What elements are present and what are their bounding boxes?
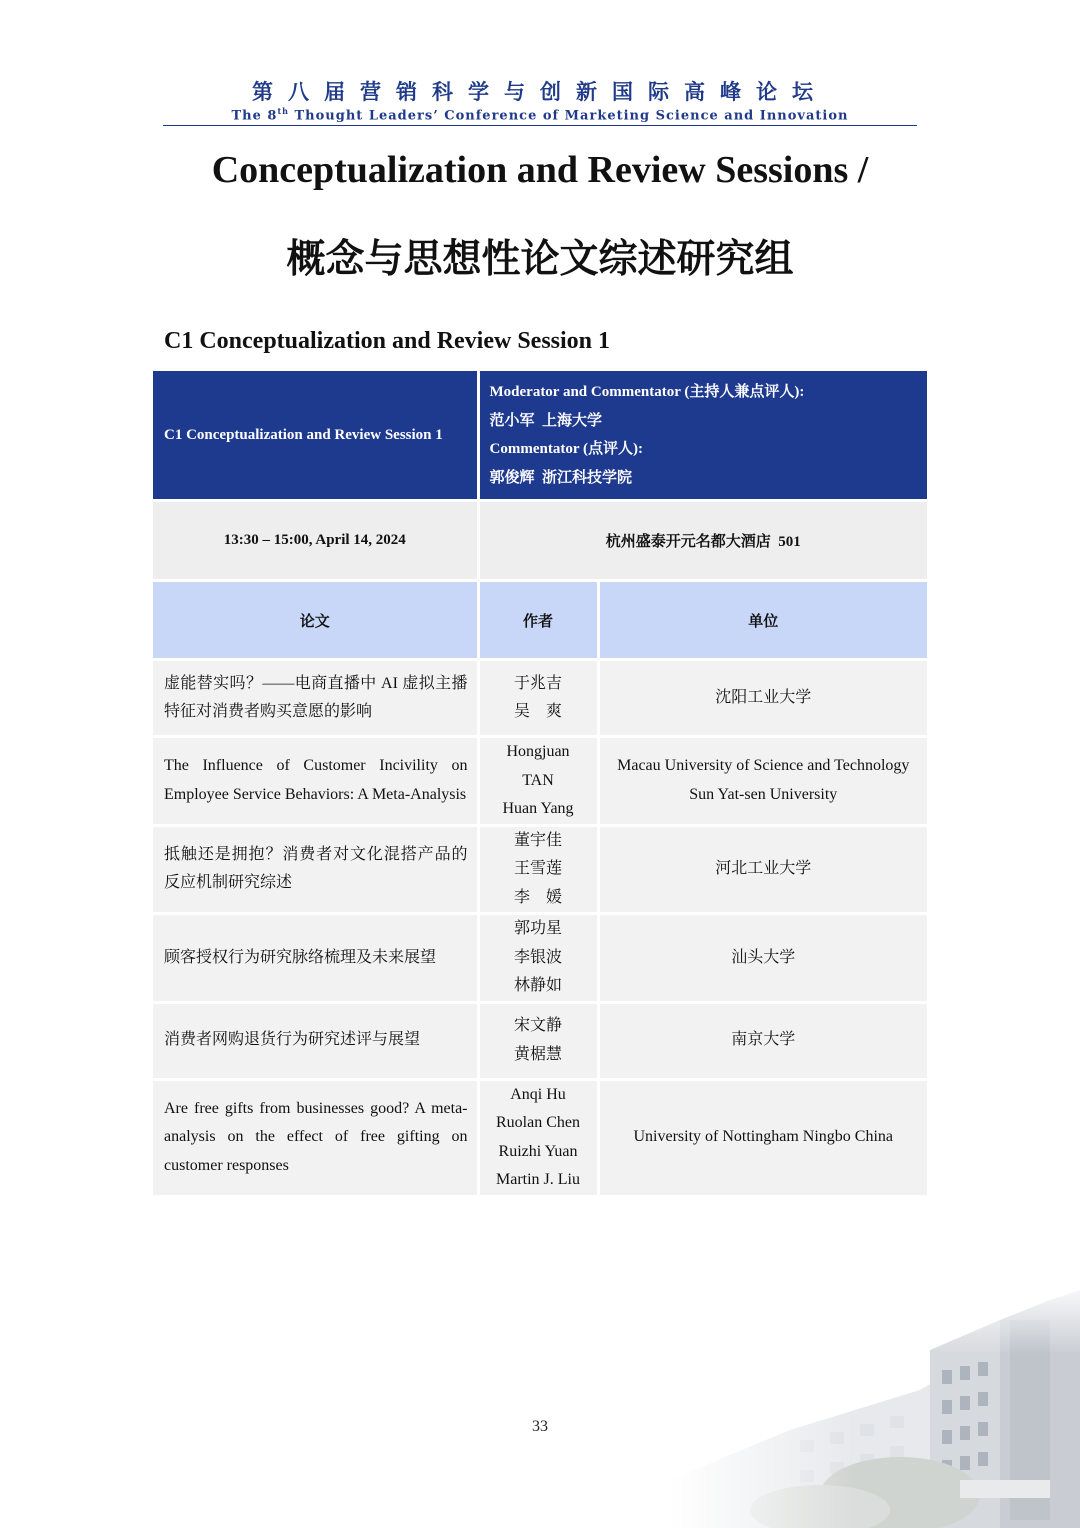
authors-cell [478, 737, 598, 826]
column-header-row [153, 581, 927, 660]
author-name: 宋文静 [513, 1017, 562, 1034]
affiliation-cell [598, 660, 927, 737]
author-name: Anqi Hu [510, 1085, 566, 1103]
authors-cell [478, 914, 598, 1003]
author-name: 吴 爽 [513, 703, 562, 720]
column-header-affiliation: 单位 [598, 581, 927, 660]
column-header-paper: 论文 [153, 581, 478, 660]
affiliation-name: 南京大学 [731, 1031, 796, 1049]
column-header-authors: 作者 [478, 581, 598, 660]
author-name: 董宇佳 [513, 831, 562, 849]
affiliation-name: 河北工业大学 [715, 860, 812, 877]
session-heading: C1 Conceptualization and Review Session 1 [164, 328, 611, 354]
author-name: 林静如 [513, 977, 562, 994]
conference-en-suffix: Thought Leaders’ Conference of Marketing Science and Innovation [288, 108, 849, 124]
author-name: Ruizhi Yuan [498, 1142, 578, 1160]
authors-cell [478, 825, 598, 914]
session-name: C1 Conceptualization and Review Session 1 [153, 371, 478, 501]
paper-title [153, 737, 478, 826]
affiliation-name: Macau University of Science and Technology [617, 757, 910, 775]
table-row [153, 914, 927, 1003]
conference-title-cn: 第八届营销科学与创新国际高峰论坛 [252, 79, 828, 104]
time-venue-row [153, 501, 927, 581]
page-title-cn: 概念与思想性论文综述研究组 [286, 236, 794, 282]
author-name: 郭功星 [513, 920, 562, 937]
affiliation-cell [598, 825, 927, 914]
author-name: Huan Yang [502, 800, 574, 817]
affiliation-cell [598, 1079, 927, 1195]
author-name: 李银波 [513, 948, 562, 966]
table-row [153, 737, 927, 826]
affiliation-cell [598, 737, 927, 826]
affiliation-cell [598, 914, 927, 1003]
author-name: 李 媛 [513, 888, 562, 906]
conference-en-prefix: The 8 [231, 108, 278, 124]
paper-title: 虚能替实吗？——电商直播中 AI 虚拟主播特征对消费者购买意愿的影响 [153, 660, 478, 737]
session-table [153, 371, 927, 1195]
paper-title: 抵触还是拥抱？消费者对文化混搭产品的反应机制研究综述 [153, 825, 478, 914]
author-name: Martin J. Liu [496, 1171, 580, 1188]
page-title-en: Conceptualization and Review Sessions / [211, 149, 869, 191]
authors-cell [478, 1079, 598, 1195]
author-name: TAN [522, 771, 554, 789]
affiliation-name: 汕头大学 [731, 948, 796, 966]
table-row [153, 660, 927, 737]
conference-title-en [0, 106, 1080, 123]
session-venue: 杭州盛泰开元名都大酒店 501 [478, 501, 927, 581]
affiliation-cell [598, 1002, 927, 1079]
author-name: Hongjuan [506, 743, 570, 760]
moderator-label: Moderator and Commentator (主持人兼点评人): [489, 384, 805, 400]
paper-title: 顾客授权行为研究脉络梳理及未来展望 [153, 914, 478, 1003]
commentator-name: 郭俊辉 浙江科技学院 [489, 469, 633, 486]
commentator-label: Commentator (点评人): [489, 441, 643, 457]
page-number: 33 [532, 1418, 548, 1435]
author-name: 于兆吉 [513, 674, 562, 692]
paper-title-text: The Influence of Customer Incivility on Employee Service Behaviors: A Meta-Analysis [164, 757, 468, 803]
campus-building-image [670, 1280, 1080, 1528]
authors-cell [478, 1002, 598, 1079]
affiliation-name: Sun Yat-sen University [689, 785, 838, 803]
author-name: Ruolan Chen [496, 1114, 580, 1131]
session-people [478, 371, 927, 501]
table-row [153, 1002, 927, 1079]
paper-title: 消费者网购退货行为研究述评与展望 [153, 1002, 478, 1079]
paper-title: Are free gifts from businesses good? A meta-analysis on the effect of free gifting on customer responses [153, 1079, 478, 1195]
authors-cell [478, 660, 598, 737]
session-time: 13:30 – 15:00, April 14, 2024 [153, 501, 478, 581]
table-row [153, 1079, 927, 1195]
header-rule [163, 125, 917, 126]
author-name: 黄椐慧 [513, 1045, 562, 1063]
table-row [153, 825, 927, 914]
conference-en-sup: th [277, 106, 289, 116]
affiliation-name: 沈阳工业大学 [715, 688, 812, 706]
moderator-name: 范小军 上海大学 [489, 412, 603, 429]
author-name: 王雪莲 [513, 860, 562, 877]
affiliation-name: University of Nottingham Ningbo China [633, 1128, 894, 1146]
session-info-row [153, 371, 927, 501]
